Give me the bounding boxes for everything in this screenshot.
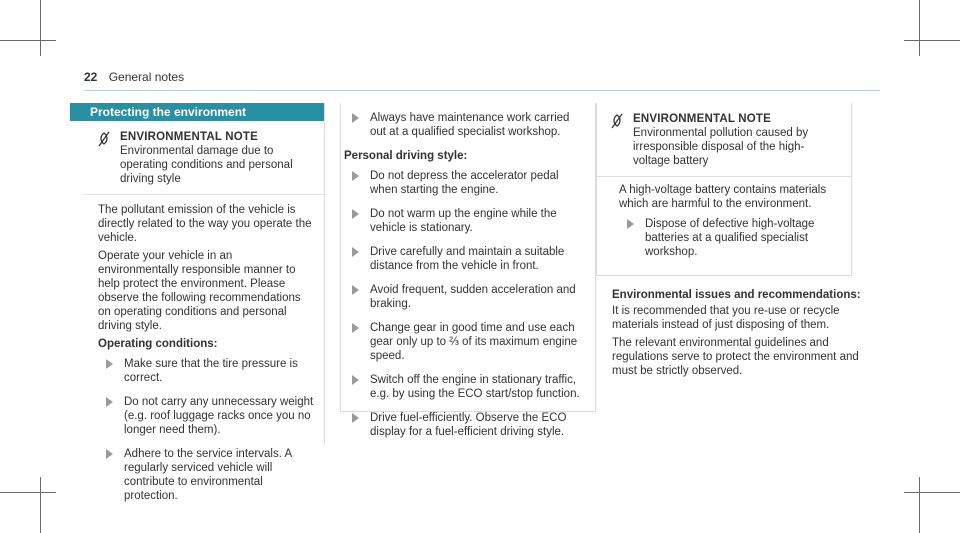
list-item: Change gear in good time and use each gear only up to ⅔ of its maximum engine speed. (344, 321, 585, 363)
list-item: Adhere to the service intervals. A regularly serviced vehicle will contribute to environmental protection. (98, 447, 314, 503)
personal-driving-style-heading: Personal driving style: (344, 150, 468, 162)
crop-mark (919, 477, 920, 533)
bullet-arrow-icon (352, 413, 359, 423)
battery-note-box (596, 103, 852, 276)
list-item: Drive carefully and maintain a suitable distance from the vehicle in front. (344, 245, 585, 273)
crop-mark (904, 40, 960, 41)
list-item: Drive fuel-efficiently. Observe the ECO display for a fuel-efficient driving style. (344, 411, 585, 439)
crop-mark (0, 492, 56, 493)
env-note-body (84, 195, 324, 503)
column-3 (596, 103, 882, 382)
bullet-arrow-icon (352, 209, 359, 219)
list-item: Make sure that the tire pressure is correct. (98, 357, 314, 385)
bullet-arrow-icon (352, 285, 359, 295)
section-banner: Protecting the environment (70, 103, 324, 121)
environment-icon (96, 131, 112, 147)
paragraph: The pollutant emission of the vehicle is directly related to the way you operate the vehicle. (98, 204, 312, 244)
bullet-arrow-icon (627, 219, 634, 229)
paragraph: Operate your vehicle in an environmentally responsible manner to help protect the environment. Please observe the following recommendations on operating conditions and personal driving style. (98, 250, 301, 332)
bullet-arrow-icon (106, 359, 113, 369)
bullet-arrow-icon (352, 247, 359, 257)
list-item: Do not warm up the engine while the vehicle is stationary. (344, 207, 585, 235)
crop-mark (40, 0, 41, 56)
paragraph: It is recommended that you re-use or recycle materials instead of just disposing of them. (612, 305, 840, 331)
bullet-arrow-icon (352, 171, 359, 181)
env-note-text: Environmental damage due to operating conditions and personal driving style (120, 145, 293, 185)
list-item: Avoid frequent, sudden acceleration and braking. (344, 283, 585, 311)
column-2 (340, 103, 596, 438)
env-note-title: ENVIRONMENTAL NOTE (633, 113, 771, 125)
environmental-note (84, 121, 324, 195)
issues-heading: Environmental issues and recommendations: (612, 289, 861, 301)
crop-mark (904, 492, 960, 493)
bullet-arrow-icon (106, 397, 113, 407)
env-note-title: ENVIRONMENTAL NOTE (120, 131, 258, 143)
operating-conditions-heading: Operating conditions: (98, 338, 218, 350)
bullet-arrow-icon (106, 449, 113, 459)
environmental-note (597, 103, 851, 177)
environment-icon (609, 113, 625, 129)
list-item: Always have maintenance work carried out at a qualified specialist workshop. (344, 111, 585, 139)
driving-style-body (341, 103, 595, 439)
env-note-text: Environmental pollution caused by irresponsible disposal of the high-voltage battery (633, 127, 809, 167)
paragraph: A high-voltage battery contains materials which are harmful to the environment. (619, 184, 827, 210)
list-item: Do not depress the accelerator pedal when starting the engine. (344, 169, 585, 197)
section-title: General notes (108, 70, 185, 84)
bullet-arrow-icon (352, 113, 359, 123)
list-item: Do not carry any unnecessary weight (e.g. roof luggage racks once you no longer need them). (98, 395, 314, 437)
page-number: 22 (84, 70, 98, 84)
list-item: Dispose of defective high-voltage batteries at a qualified specialist workshop. (619, 217, 841, 259)
bullet-arrow-icon (352, 323, 359, 333)
bullet-arrow-icon (352, 375, 359, 385)
column-1 (70, 103, 325, 502)
crop-mark (40, 477, 41, 533)
page-header (84, 70, 184, 84)
battery-note-body (597, 177, 851, 275)
header-rule (84, 90, 880, 91)
environmental-issues (596, 276, 880, 378)
list-item: Switch off the engine in stationary traffic, e.g. by using the ECO start/stop function. (344, 373, 585, 401)
paragraph: The relevant environmental guidelines and regulations serve to protect the environment and must be strictly observed. (612, 337, 859, 377)
crop-mark (919, 0, 920, 56)
crop-mark (0, 40, 56, 41)
